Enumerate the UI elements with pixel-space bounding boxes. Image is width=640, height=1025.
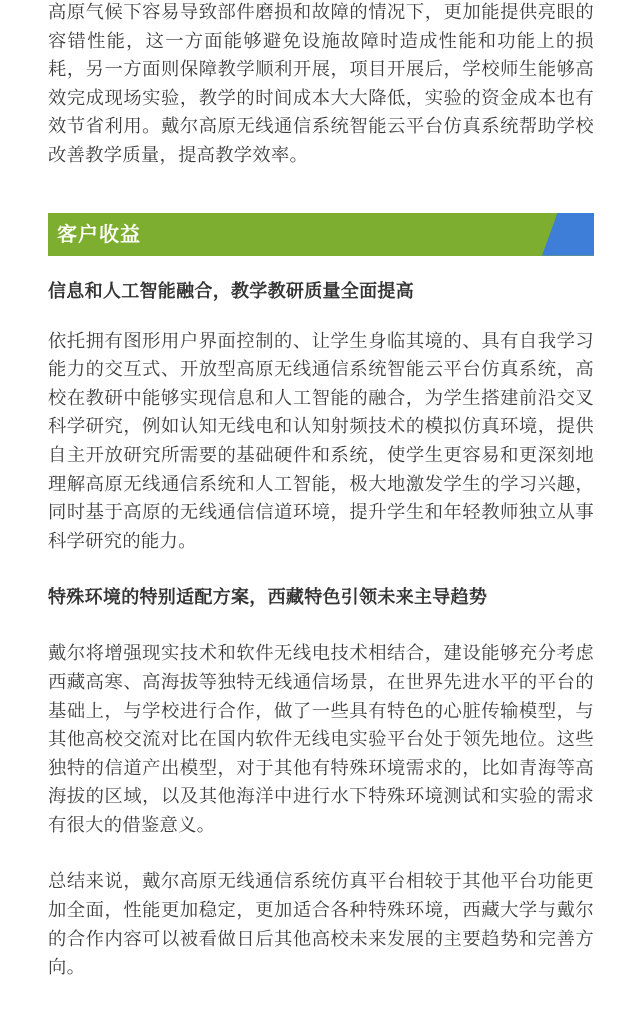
section2-heading: 特殊环境的特别适配方案，西藏特色引领未来主导趋势 <box>48 587 488 609</box>
section-banner <box>48 213 594 256</box>
banner-blue-accent <box>542 213 594 256</box>
article-content <box>48 0 594 983</box>
section1-heading: 信息和人工智能融合，教学教研质量全面提高 <box>48 280 414 302</box>
section2-body: 戴尔将增强现实技术和软件无线电技术相结合，建设能够充分考虑西藏高寒、高海拔等独特无线通信场景，在世界先进水平的平台的基础上，与学校进行合作，做了一些具有特色的心脏传输模型，与其他高校交流对比在国内软件无线电实验平台处于领先地位。这些独特的信道产出模型，对于其他有特殊环境需求的，比如青海等高海拔的区域，以及其他海洋中进行水下特殊环境测试和实验的需求有很大的借鉴意义。 <box>48 643 594 836</box>
intro-paragraph: 高原气候下容易导致部件磨损和故障的情况下，更加能提供亮眼的容错性能，这一方面能够避免设施故障时造成性能和功能上的损耗，另一方面则保障教学顺利开展，项目开展后，学校师生能够高效完成现场实验，教学的时间成本大大降低，实验的资金成本也有效节省利用。戴尔高原无线通信系统智能云平台仿真系统帮助学校改善教学质量，提高教学效率。 <box>48 2 594 166</box>
section-banner-title: 客户收益 <box>57 221 141 246</box>
section1-body: 依托拥有图形用户界面控制的、让学生身临其境的、具有自我学习能力的交互式、开放型高原无线通信系统智能云平台仿真系统，高校在教研中能够实现信息和人工智能的融合，为学生搭建前沿交叉科学研究，例如认知无线电和认知射频技术的模拟仿真环境，提供自主开放研究所需要的基础硬件和系统，使学生更容易和更深刻地理解高原无线通信系统和人工智能，极大地激发学生的学习兴趣，同时基于高原的无线通信信道环境，提升学生和年轻教师独立从事科学研究的能力。 <box>48 330 594 552</box>
summary-paragraph: 总结来说，戴尔高原无线通信系统仿真平台相较于其他平台功能更加全面，性能更加稳定，更加适合各种特殊环境，西藏大学与戴尔的合作内容可以被看做日后其他高校未来发展的主要趋势和完善方向。 <box>48 871 594 979</box>
